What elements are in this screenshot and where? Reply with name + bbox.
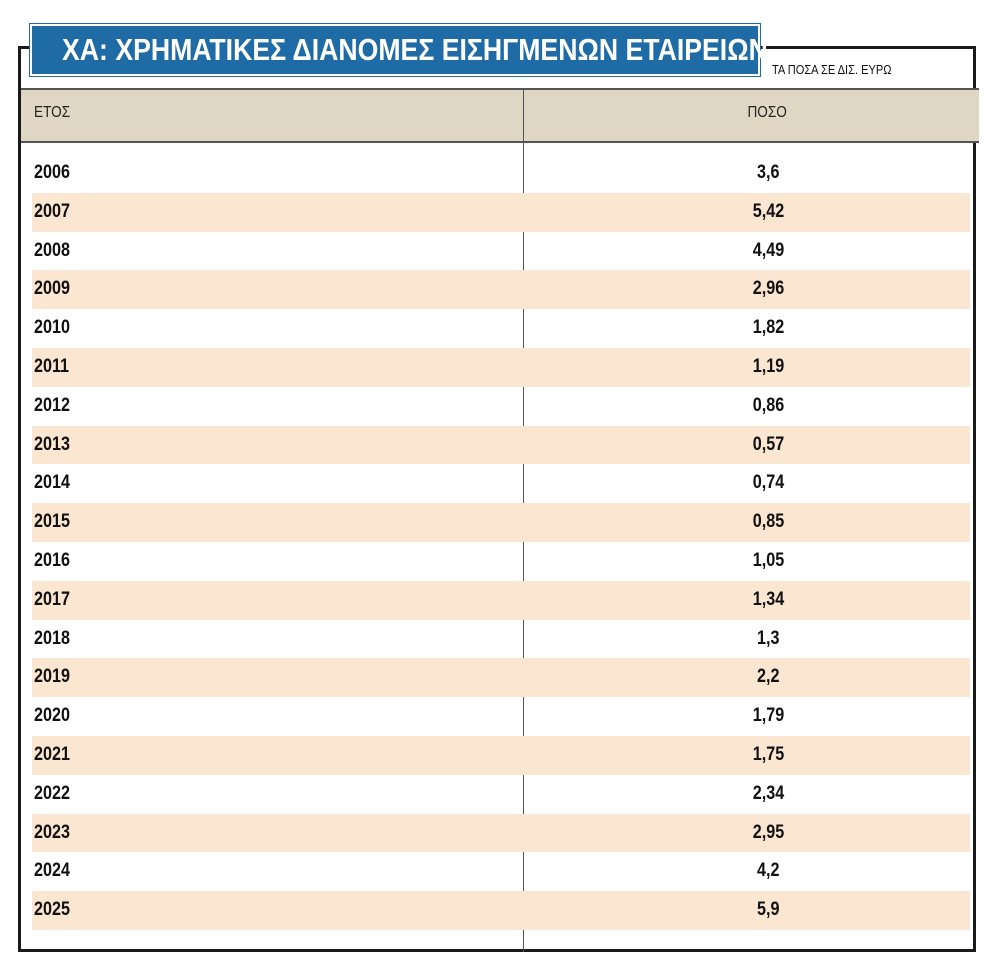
cell-year: 2023 <box>34 821 70 843</box>
cell-amount <box>524 309 1000 347</box>
table-row <box>32 658 970 697</box>
cell-amount <box>524 736 1000 774</box>
title-banner <box>30 24 768 76</box>
cell-year: 2009 <box>34 278 70 300</box>
table-row <box>32 620 970 659</box>
cell-amount-value: 1,75 <box>752 743 784 765</box>
cell-amount <box>524 697 1000 735</box>
cell-amount-value: 1,19 <box>752 355 784 377</box>
column-header-amount: ΠΟΣΟ <box>747 104 787 121</box>
cell-year: 2007 <box>34 200 70 222</box>
cell-amount-value: 1,82 <box>752 317 784 339</box>
cell-year: 2013 <box>34 433 70 455</box>
units-note: ΤΑ ΠΟΣΑ ΣΕ ΔΙΣ. ΕΥΡΩ <box>772 62 892 77</box>
cell-amount-value: 4,2 <box>756 860 780 882</box>
table-row <box>32 581 970 620</box>
cell-amount <box>524 852 1000 890</box>
cell-amount <box>524 348 1000 386</box>
cell-year: 2010 <box>34 317 70 339</box>
table-row <box>32 464 970 503</box>
cell-year: 2019 <box>34 666 70 688</box>
cell-year: 2021 <box>34 743 70 765</box>
cell-amount-value: 5,9 <box>756 899 780 921</box>
cell-amount <box>524 464 1000 502</box>
table-row <box>32 387 970 426</box>
cell-amount <box>524 542 1000 580</box>
cell-amount-value: 0,57 <box>752 433 784 455</box>
cell-amount-value: 1,3 <box>756 627 780 649</box>
cell-year: 2016 <box>34 549 70 571</box>
cell-amount <box>524 270 1000 308</box>
cell-amount-value: 1,34 <box>752 588 784 610</box>
cell-year: 2024 <box>34 860 70 882</box>
cell-amount-value: 5,42 <box>752 200 784 222</box>
table-row <box>32 891 970 930</box>
cell-amount-value: 1,79 <box>752 705 784 727</box>
cell-amount <box>524 581 1000 619</box>
cell-amount <box>524 426 1000 464</box>
cell-year: 2012 <box>34 394 70 416</box>
cell-amount-value: 1,05 <box>752 549 784 571</box>
cell-year: 2008 <box>34 239 70 261</box>
cell-amount <box>524 503 1000 541</box>
table-row <box>32 697 970 736</box>
cell-amount <box>524 154 1000 192</box>
cell-amount-value: 3,6 <box>756 162 780 183</box>
table-row <box>32 503 970 542</box>
cell-amount <box>524 814 1000 852</box>
table-body <box>32 154 970 930</box>
cell-year: 2018 <box>34 627 70 649</box>
cell-year: 2015 <box>34 511 70 533</box>
cell-amount-value: 4,49 <box>752 239 784 261</box>
cell-year: 2006 <box>34 162 70 183</box>
cell-year: 2017 <box>34 588 70 610</box>
cell-year: 2011 <box>34 355 70 377</box>
cell-amount <box>524 232 1000 270</box>
cell-year: 2025 <box>34 899 70 921</box>
table-row <box>32 775 970 814</box>
table-row <box>32 852 970 891</box>
cell-amount-value: 2,96 <box>752 278 784 300</box>
table-row <box>32 426 970 465</box>
cell-amount <box>524 620 1000 658</box>
chart-title: ΧΑ: ΧΡΗΜΑΤΙΚΕΣ ΔΙΑΝΟΜΕΣ ΕΙΣΗΓΜΕΝΩΝ ΕΤΑΙΡΕΙΩΝ <box>62 32 768 67</box>
cell-amount <box>524 775 1000 813</box>
cell-year: 2022 <box>34 782 70 804</box>
cell-year: 2020 <box>34 705 70 727</box>
cell-amount <box>524 658 1000 696</box>
cell-year: 2014 <box>34 472 70 494</box>
table-row <box>32 270 970 309</box>
table-row <box>32 348 970 387</box>
table-row <box>32 542 970 581</box>
cell-amount <box>524 387 1000 425</box>
table-row <box>32 309 970 348</box>
cell-amount-value: 0,86 <box>752 394 784 416</box>
cell-amount-value: 2,95 <box>752 821 784 843</box>
column-header-year: ΕΤΟΣ <box>34 104 71 121</box>
table-row <box>32 736 970 775</box>
cell-amount <box>524 193 1000 231</box>
cell-amount <box>524 891 1000 929</box>
table-row <box>32 814 970 853</box>
cell-amount-value: 0,85 <box>752 511 784 533</box>
table-row <box>32 154 970 193</box>
table-row <box>32 232 970 271</box>
table-row <box>32 193 970 232</box>
cell-amount-value: 0,74 <box>752 472 784 494</box>
cell-amount-value: 2,34 <box>752 782 784 804</box>
cell-amount-value: 2,2 <box>756 666 780 688</box>
